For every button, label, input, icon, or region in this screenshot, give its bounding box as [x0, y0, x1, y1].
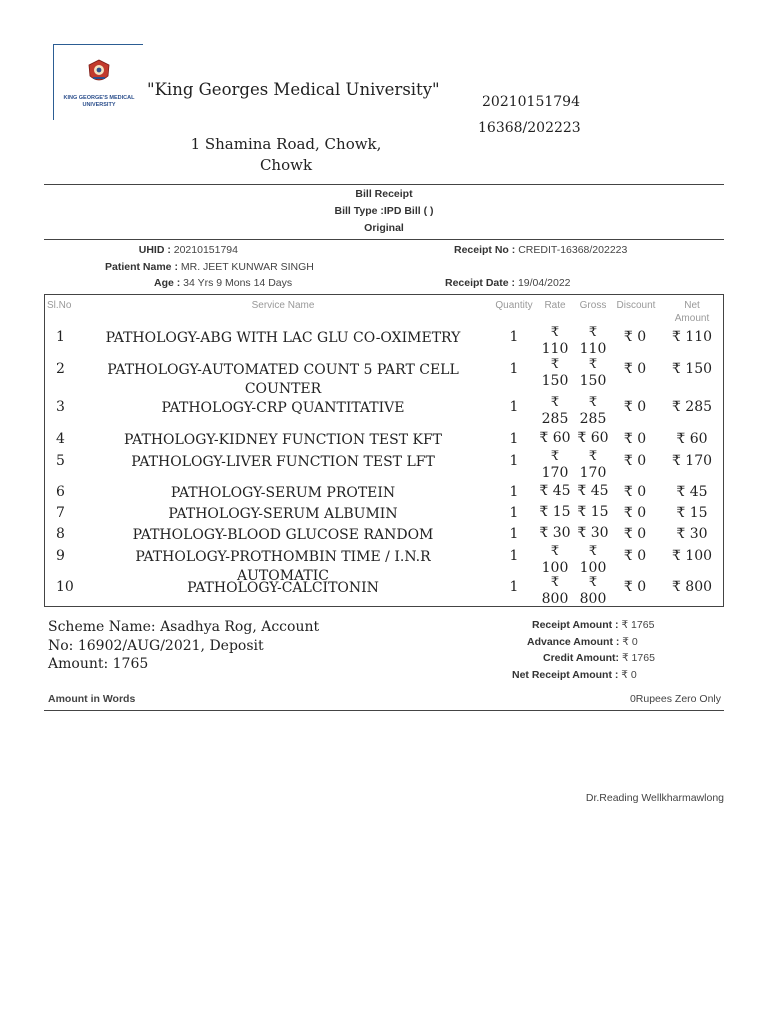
quantity-cell: 1 — [509, 431, 519, 447]
scheme-line-1: Scheme Name: Asadhya Rog, Account — [48, 619, 320, 635]
gross-cell: ₹ 100 — [579, 544, 607, 576]
gross-cell: ₹ 30 — [577, 525, 609, 541]
university-address — [170, 134, 402, 176]
service-name-cell: PATHOLOGY-BLOOD GLUCOSE RANDOM — [132, 527, 434, 543]
rate-cell: ₹ 45 — [539, 483, 571, 499]
quantity-cell: 1 — [509, 329, 519, 345]
header-receipt-number: 16368/202223 — [478, 120, 581, 136]
rate-cell: ₹ 170 — [541, 449, 569, 481]
address-line-1: 1 Shamina Road, Chowk, — [190, 135, 382, 153]
sl-no-cell: 1 — [56, 329, 65, 345]
discount-cell: ₹ 0 — [623, 453, 647, 469]
discount-cell: ₹ 0 — [623, 484, 647, 500]
col-header-net-amount: Net Amount — [674, 300, 710, 324]
net-amount-cell: ₹ 150 — [671, 361, 713, 377]
sl-no-cell: 7 — [56, 505, 65, 521]
gross-cell: ₹ 45 — [577, 483, 609, 499]
service-name-cell: PATHOLOGY-CALCITONIN — [187, 580, 379, 596]
bill-receipt-title: Bill Receipt — [355, 188, 413, 200]
scheme-line-2: No: 16902/AUG/2021, Deposit — [48, 637, 264, 654]
amount-in-words-label: Amount in Words — [48, 693, 136, 705]
sl-no-cell: 10 — [56, 579, 74, 595]
net-receipt-amount: Net Receipt Amount : ₹ 0 — [512, 669, 637, 681]
gross-cell: ₹ 110 — [579, 325, 607, 357]
service-name-cell: PATHOLOGY-KIDNEY FUNCTION TEST KFT — [124, 432, 442, 448]
patient-name-value: MR. JEET KUNWAR SINGH — [180, 261, 314, 273]
gross-cell: ₹ 15 — [577, 504, 609, 520]
discount-cell: ₹ 0 — [623, 579, 647, 595]
discount-cell: ₹ 0 — [623, 431, 647, 447]
receipt-date-value: 19/04/2022 — [517, 277, 571, 289]
divider — [44, 184, 724, 185]
discount-cell: ₹ 0 — [623, 548, 647, 564]
uhid-field: UHID : 20210151794 — [138, 244, 238, 256]
quantity-cell: 1 — [509, 453, 519, 469]
university-logo — [53, 44, 143, 120]
sl-no-cell: 8 — [56, 526, 65, 542]
age-field: Age : 34 Yrs 9 Mons 14 Days — [154, 277, 293, 289]
col-header-service-name: Service Name — [251, 300, 315, 311]
copy-type: Original — [364, 222, 404, 234]
discount-cell: ₹ 0 — [623, 361, 647, 377]
col-header-sl-no: Sl.No — [47, 300, 72, 311]
logo-text: KING GEORGE'S MEDICAL UNIVERSITY — [63, 95, 135, 108]
quantity-cell: 1 — [509, 505, 519, 521]
discount-cell: ₹ 0 — [623, 505, 647, 521]
rate-cell: ₹ 110 — [541, 325, 569, 357]
net-amount-cell: ₹ 60 — [676, 431, 708, 447]
service-name-cell: PATHOLOGY-SERUM PROTEIN — [170, 485, 396, 501]
quantity-cell: 1 — [509, 579, 519, 595]
net-amount-cell: ₹ 45 — [676, 484, 708, 500]
net-amount-cell: ₹ 15 — [676, 505, 708, 521]
rate-cell: ₹ 60 — [539, 430, 571, 446]
advance-amount: Advance Amount : ₹ 0 — [527, 636, 638, 648]
service-name-cell: PATHOLOGY-LIVER FUNCTION TEST LFT — [131, 454, 435, 470]
sl-no-cell: 2 — [56, 361, 65, 377]
rate-cell: ₹ 100 — [541, 544, 569, 576]
col-header-gross: Gross — [579, 300, 607, 311]
university-name: "King Georges Medical University" — [147, 80, 440, 99]
receipt-date-field: Receipt Date : 19/04/2022 — [445, 277, 571, 289]
rate-cell: ₹ 800 — [541, 575, 569, 607]
rate-cell: ₹ 30 — [539, 525, 571, 541]
gross-cell: ₹ 60 — [577, 430, 609, 446]
col-header-discount: Discount — [616, 300, 656, 311]
signatory-name: Dr.Reading Wellkharmawlong — [585, 792, 724, 804]
net-amount-cell: ₹ 100 — [671, 548, 713, 564]
quantity-cell: 1 — [509, 548, 519, 564]
net-amount-cell: ₹ 170 — [671, 453, 713, 469]
sl-no-cell: 9 — [56, 548, 65, 564]
header-uhid-number: 20210151794 — [482, 94, 580, 110]
credit-amount: Credit Amount: ₹ 1765 — [543, 652, 655, 664]
discount-cell: ₹ 0 — [623, 526, 647, 542]
sl-no-cell: 4 — [56, 431, 65, 447]
net-amount-cell: ₹ 30 — [676, 526, 708, 542]
sl-no-cell: 6 — [56, 484, 65, 500]
discount-cell: ₹ 0 — [623, 329, 647, 345]
service-name-cell: PATHOLOGY-PROTHOMBIN TIME / I.N.R AUTOMATIC — [135, 549, 431, 584]
divider — [44, 239, 724, 240]
address-line-2: Chowk — [259, 156, 313, 174]
net-amount-cell: ₹ 800 — [671, 579, 713, 595]
gross-cell: ₹ 285 — [579, 395, 607, 427]
col-header-rate: Rate — [544, 300, 566, 311]
rate-cell: ₹ 15 — [539, 504, 571, 520]
uhid-value: 20210151794 — [173, 244, 238, 256]
quantity-cell: 1 — [509, 526, 519, 542]
discount-cell: ₹ 0 — [623, 399, 647, 415]
age-value: 34 Yrs 9 Mons 14 Days — [183, 277, 293, 289]
service-name-cell: PATHOLOGY-CRP QUANTITATIVE — [161, 400, 405, 416]
gross-cell: ₹ 170 — [579, 449, 607, 481]
service-name-cell: PATHOLOGY-ABG WITH LAC GLU CO-OXIMETRY — [105, 330, 461, 346]
quantity-cell: 1 — [509, 399, 519, 415]
net-amount-cell: ₹ 110 — [671, 329, 713, 345]
amount-in-words-value: 0Rupees Zero Only — [629, 693, 721, 705]
service-name-cell: PATHOLOGY-SERUM ALBUMIN — [168, 506, 398, 522]
divider — [44, 710, 724, 711]
rate-cell: ₹ 150 — [541, 357, 569, 389]
net-amount-cell: ₹ 285 — [671, 399, 713, 415]
receipt-amount: Receipt Amount : ₹ 1765 — [532, 619, 655, 631]
university-seal-icon — [87, 59, 111, 85]
col-header-quantity: Quantity — [495, 300, 533, 311]
receipt-no-value: CREDIT-16368/202223 — [518, 244, 628, 256]
gross-cell: ₹ 800 — [579, 575, 607, 607]
gross-cell: ₹ 150 — [579, 357, 607, 389]
bill-type: Bill Type :IPD Bill ( ) — [334, 205, 434, 217]
sl-no-cell: 5 — [56, 453, 65, 469]
patient-name-field: Patient Name : MR. JEET KUNWAR SINGH — [105, 261, 314, 273]
receipt-no-field: Receipt No : CREDIT-16368/202223 — [454, 244, 628, 256]
quantity-cell: 1 — [509, 361, 519, 377]
sl-no-cell: 3 — [56, 399, 65, 415]
scheme-details — [48, 618, 348, 674]
service-name-cell: PATHOLOGY-AUTOMATED COUNT 5 PART CELL COUNTER — [107, 362, 459, 397]
quantity-cell: 1 — [509, 484, 519, 500]
scheme-line-3: Amount: 1765 — [48, 656, 149, 672]
rate-cell: ₹ 285 — [541, 395, 569, 427]
